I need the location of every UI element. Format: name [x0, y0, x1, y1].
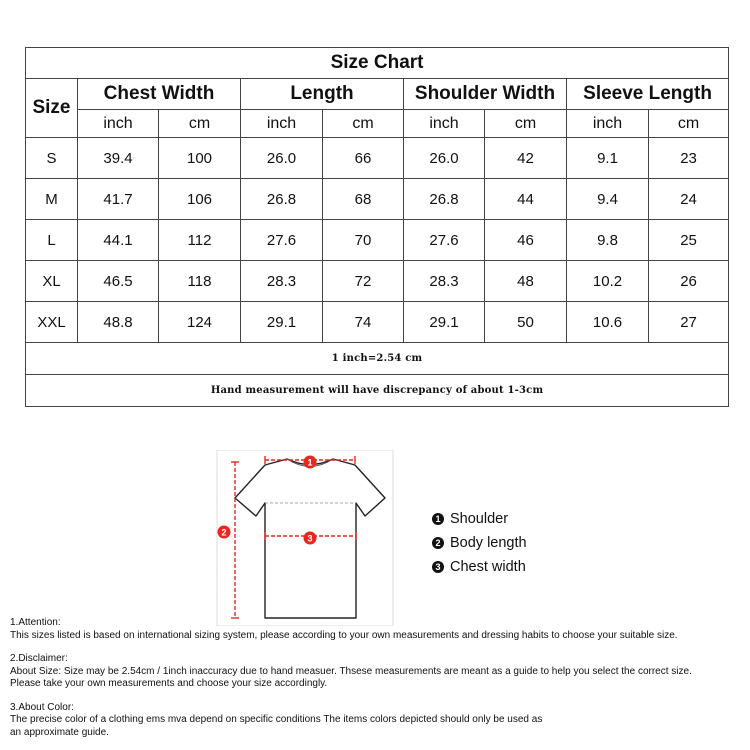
measurement-legend	[432, 507, 527, 579]
table-cell: 10.6	[567, 302, 649, 343]
table-cell: 23	[649, 138, 729, 179]
legend-label: Body length	[450, 535, 527, 551]
disclaimer-note	[10, 653, 745, 691]
unit-header: cm	[485, 110, 567, 138]
table-row	[26, 220, 729, 261]
legend-label: Chest width	[450, 559, 526, 575]
table-cell: 70	[323, 220, 404, 261]
notes-section	[10, 617, 745, 750]
table-cell: 44	[485, 179, 567, 220]
unit-header: cm	[649, 110, 729, 138]
table-cell: 48.8	[78, 302, 159, 343]
table-cell: 46.5	[78, 261, 159, 302]
table-cell: 29.1	[404, 302, 485, 343]
legend-item-body-length	[432, 531, 527, 555]
color-note	[10, 702, 745, 740]
table-cell: S	[26, 138, 78, 179]
legend-item-chest-width	[432, 555, 527, 579]
table-cell: 28.3	[404, 261, 485, 302]
disclaimer-heading: 2.Disclaimer:	[10, 653, 68, 664]
legend-number: 2	[432, 537, 444, 549]
unit-header: cm	[159, 110, 241, 138]
table-cell: 41.7	[78, 179, 159, 220]
tshirt-measurement-diagram	[215, 450, 395, 626]
table-cell: 26.8	[404, 179, 485, 220]
table-cell: 106	[159, 179, 241, 220]
svg-text:2: 2	[221, 527, 227, 538]
table-row	[26, 179, 729, 220]
table-cell: 27	[649, 302, 729, 343]
disclaimer-text: About Size: Size may be 2.54cm / 1inch inaccuracy due to hand measuer. Thsese measurements are meant as a guide to help you select the correct size.	[10, 665, 692, 677]
table-cell: 27.6	[241, 220, 323, 261]
legend-number: 3	[432, 561, 444, 573]
header-length: Length	[241, 79, 404, 110]
table-cell: XXL	[26, 302, 78, 343]
table-row	[26, 261, 729, 302]
color-heading: 3.About Color:	[10, 701, 74, 713]
table-cell: 39.4	[78, 138, 159, 179]
marker-1	[304, 456, 317, 469]
table-row	[26, 138, 729, 179]
table-cell: 112	[159, 220, 241, 261]
table-cell: L	[26, 220, 78, 261]
table-cell: 24	[649, 179, 729, 220]
attention-note	[10, 617, 745, 642]
table-title: Size Chart	[26, 48, 729, 79]
table-cell: 50	[485, 302, 567, 343]
table-cell: 27.6	[404, 220, 485, 261]
table-cell: 29.1	[241, 302, 323, 343]
unit-header: inch	[567, 110, 649, 138]
table-cell: 74	[323, 302, 404, 343]
table-cell: XL	[26, 261, 78, 302]
header-size: Size	[26, 79, 78, 138]
unit-header: inch	[404, 110, 485, 138]
table-cell: M	[26, 179, 78, 220]
table-cell: 100	[159, 138, 241, 179]
table-cell: 44.1	[78, 220, 159, 261]
table-cell: 68	[323, 179, 404, 220]
table-cell: 26.8	[241, 179, 323, 220]
table-row	[26, 302, 729, 343]
table-cell: 42	[485, 138, 567, 179]
legend-item-shoulder	[432, 507, 527, 531]
marker-3	[304, 532, 317, 545]
table-cell: 124	[159, 302, 241, 343]
legend-number: 1	[432, 513, 444, 525]
table-cell: 48	[485, 261, 567, 302]
table-cell: 118	[159, 261, 241, 302]
table-cell: 9.1	[567, 138, 649, 179]
unit-header: cm	[323, 110, 404, 138]
header-sleeve-length: Sleeve Length	[567, 79, 729, 110]
table-cell: 26	[649, 261, 729, 302]
conversion-note: 1 inch=2.54 cm	[26, 343, 729, 375]
table-cell: 25	[649, 220, 729, 261]
attention-text: This sizes listed is based on international sizing system, please according to your own measurements and dressing habits to choose your suitable size.	[10, 629, 678, 641]
disclaimer-text: Please take your own measurements and choose your size accordingly.	[10, 678, 328, 689]
table-cell: 26.0	[404, 138, 485, 179]
svg-text:1: 1	[307, 457, 313, 468]
svg-text:3: 3	[307, 533, 313, 544]
table-cell: 9.4	[567, 179, 649, 220]
color-text: The precise color of a clothing ems mva depend on specific conditions The items colors depicted should only be used as	[10, 714, 543, 725]
unit-header: inch	[78, 110, 159, 138]
size-chart-table	[25, 47, 729, 407]
attention-heading: 1.Attention:	[10, 617, 61, 628]
table-cell: 46	[485, 220, 567, 261]
table-cell: 26.0	[241, 138, 323, 179]
marker-2	[218, 526, 231, 539]
header-shoulder-width: Shoulder Width	[404, 79, 567, 110]
color-text: an approximate guide.	[10, 726, 109, 738]
unit-header: inch	[241, 110, 323, 138]
table-cell: 9.8	[567, 220, 649, 261]
table-cell: 72	[323, 261, 404, 302]
table-cell: 28.3	[241, 261, 323, 302]
legend-label: Shoulder	[450, 511, 509, 527]
measurement-note: Hand measurement will have discrepancy of about 1-3cm	[26, 375, 729, 407]
table-cell: 10.2	[567, 261, 649, 302]
table-cell: 66	[323, 138, 404, 179]
header-chest-width: Chest Width	[78, 79, 241, 110]
